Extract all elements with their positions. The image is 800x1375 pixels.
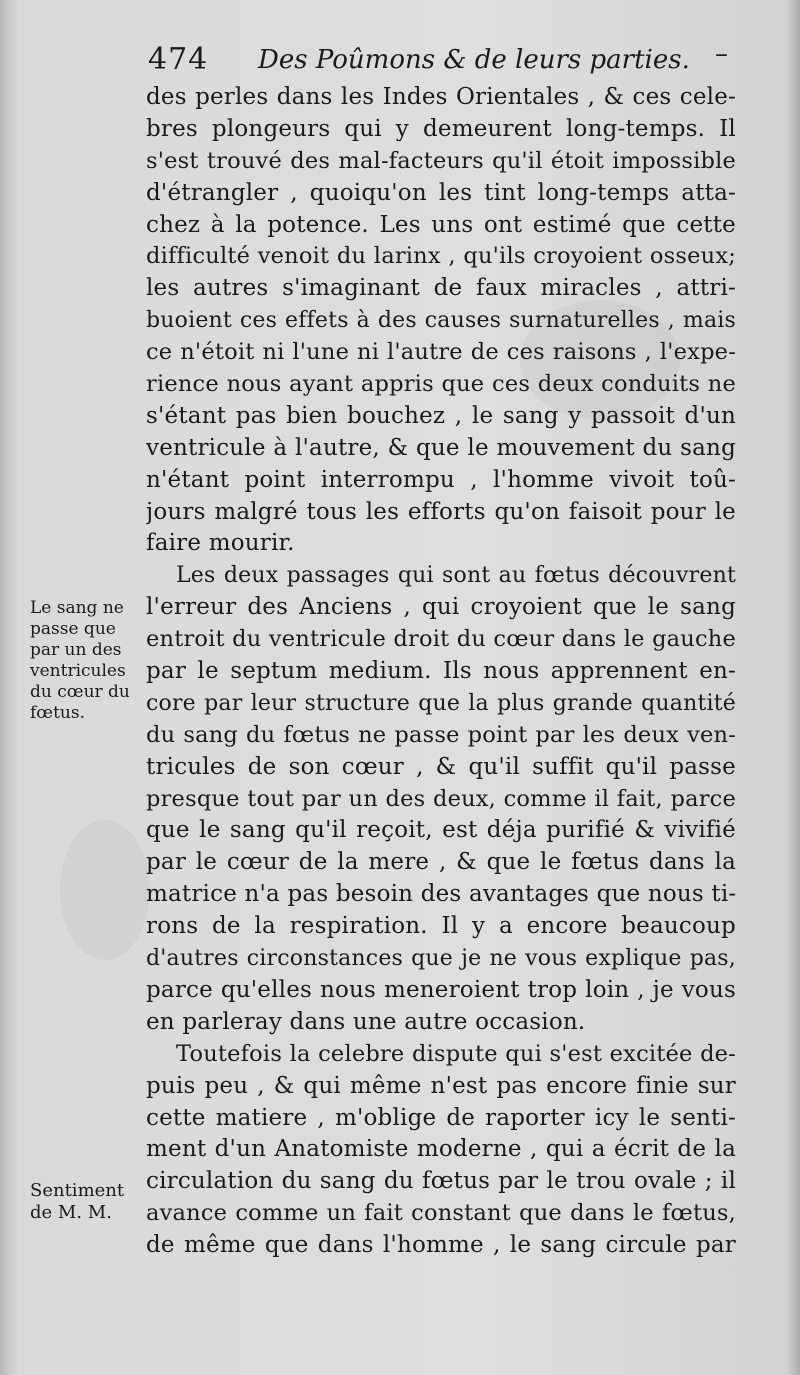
text-line: s'étant pas bien bouchez , le sang y passoit d'un bbox=[146, 402, 736, 429]
text-line: faire mourir. bbox=[146, 530, 295, 557]
text-line: d'autres circonstances que je ne vous explique pas, bbox=[146, 946, 736, 972]
text-line: ce n'étoit ni l'une ni l'autre de ces raisons , l'expe- bbox=[146, 339, 736, 366]
text-line: jours malgré tous les efforts qu'on faisoit pour le bbox=[146, 498, 736, 525]
margin-note-line: par un des bbox=[30, 640, 122, 660]
page-header bbox=[148, 40, 748, 80]
margin-note-line: fœtus. bbox=[30, 703, 86, 723]
text-line: entroit du ventricule droit du cœur dans le gauche bbox=[146, 626, 736, 653]
text-line: cette matiere , m'oblige de raporter icy le senti- bbox=[146, 1104, 736, 1131]
text-line: difficulté venoit du larinx , qu'ils croyoient osseux; bbox=[146, 243, 736, 270]
margin-note-line: Le sang ne bbox=[30, 598, 124, 618]
margin-note-line: Sentiment bbox=[30, 1180, 125, 1201]
text-line: rons de la respiration. Il y a encore beaucoup bbox=[146, 913, 736, 940]
text-line: Les deux passages qui sont au fœtus découvrent bbox=[176, 563, 736, 589]
corner-mark: – bbox=[715, 39, 728, 69]
text-line: presque tout par un des deux, comme il fait, parce bbox=[146, 785, 736, 812]
text-line: circulation du sang du fœtus par le trou ovale ; il bbox=[146, 1168, 736, 1195]
body-text bbox=[146, 82, 736, 1262]
margin-note-line: de M. M. bbox=[30, 1202, 112, 1223]
text-line: des perles dans les Indes Orientales , & ces cele- bbox=[146, 84, 736, 110]
text-line: par le cœur de la mere , & que le fœtus dans la bbox=[146, 849, 736, 876]
page-number: 474 bbox=[148, 42, 209, 77]
page-gutter-shadow bbox=[786, 0, 800, 1375]
text-line: que le sang qu'il reçoit, est déja purifié & vivifié bbox=[146, 817, 736, 844]
text-line: puis peu , & qui même n'est pas encore finie sur bbox=[146, 1072, 736, 1099]
text-line: parce qu'elles nous meneroient trop loin , je vous bbox=[146, 976, 736, 1003]
text-line: de même que dans l'homme , le sang circule par bbox=[146, 1232, 736, 1259]
text-line: du sang du fœtus ne passe point par les deux ven- bbox=[146, 721, 736, 748]
margin-note-line: du cœur du bbox=[30, 682, 130, 702]
text-line: chez à la potence. Les uns ont estimé que cette bbox=[146, 211, 736, 238]
text-line: l'erreur des Anciens , qui croyoient que le sang bbox=[146, 594, 736, 621]
text-line: s'est trouvé des mal-facteurs qu'il étoit impossible bbox=[146, 147, 736, 174]
text-line: d'étrangler , quoiqu'on les tint long-temps atta- bbox=[146, 179, 736, 206]
margin-note bbox=[30, 1180, 148, 1224]
text-line: matrice n'a pas besoin des avantages que nous ti- bbox=[146, 881, 736, 908]
text-line: ment d'un Anatomiste moderne , qui a écrit de la bbox=[146, 1136, 736, 1163]
margin-note-line: ventricules bbox=[30, 661, 126, 681]
paper-stain bbox=[60, 820, 150, 960]
text-line: n'étant point interrompu , l'homme vivoit toû- bbox=[146, 466, 736, 493]
text-line: ventricule à l'autre, & que le mouvement du sang bbox=[146, 434, 736, 461]
text-line: avance comme un fait constant que dans le fœtus, bbox=[146, 1200, 736, 1227]
text-line: rience nous ayant appris que ces deux conduits ne bbox=[146, 371, 736, 398]
text-line: tricules de son cœur , & qu'il suffit qu'il passe bbox=[146, 753, 736, 780]
margin-note-line: passe que bbox=[30, 619, 116, 639]
text-line: core par leur structure que la plus grande quantité bbox=[146, 690, 736, 716]
running-head: Des Poûmons & de leurs parties. bbox=[258, 45, 690, 75]
margin-note bbox=[30, 598, 148, 724]
text-line: Toutefois la celebre dispute qui s'est excitée de- bbox=[176, 1040, 736, 1067]
text-line: les autres s'imaginant de faux miracles , attri- bbox=[146, 275, 736, 302]
text-line: par le septum medium. Ils nous apprennent en- bbox=[146, 658, 736, 685]
text-line: en parleray dans une autre occasion. bbox=[146, 1008, 586, 1035]
text-line: bres plongeurs qui y demeurent long-temps. Il bbox=[146, 115, 736, 142]
text-line: buoient ces effets à des causes surnaturelles , mais bbox=[146, 308, 736, 334]
